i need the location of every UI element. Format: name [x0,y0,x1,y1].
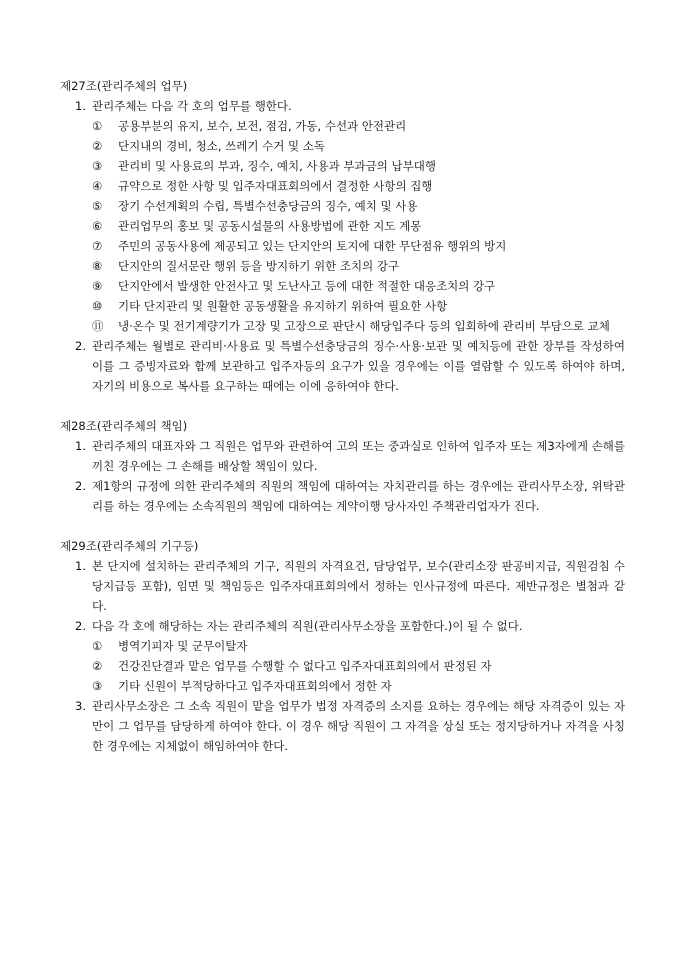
article-28 [60,416,625,516]
item-text: 관리비 및 사용료의 부과, 징수, 예치, 사용과 부과금의 납부대행 [118,159,436,173]
paragraph [60,476,625,516]
item-text: 장기 수선계획의 수립, 특별수선충당금의 징수, 예치 및 사용 [118,199,418,213]
article-title: 제29조(관리주체의 기구등) [60,539,199,553]
paragraph [60,436,625,476]
list-item [60,176,625,196]
paragraph [60,556,625,616]
list-item [60,296,625,316]
item-number: ⑨ [92,279,103,293]
list-item [60,196,625,216]
item-text: 병역기피자 및 군무이탈자 [118,639,248,653]
item-text: 단지내의 경비, 청소, 쓰레기 수거 및 소독 [118,139,325,153]
article-title: 제28조(관리주체의 책임) [60,419,188,433]
paragraph [60,696,625,756]
item-number: ④ [92,179,103,193]
list-item [60,276,625,296]
paragraph-text: 관리주체는 월별로 관리비·사용료 및 특별수선충당금의 징수·사용·보관 및 예치등에 관한 장부를 작성하여 이를 그 증빙자료와 함께 보관하고 입주자등의 요구가 있을 경우에는 이를 열람할 수 있도록 하여야 하며, 자기의 비용으로 복사를 요구하는 때에는 이에 응하여야 한다. [92,339,625,393]
list-item [60,316,625,336]
list-item [60,256,625,276]
item-text: 공용부분의 유지, 보수, 보전, 점검, 가동, 수선과 안전관리 [118,119,407,133]
list-item [60,236,625,256]
paragraph-number: 2. [75,479,86,493]
item-number: ⑧ [92,259,103,273]
item-number: ⑤ [92,199,103,213]
list-item [60,136,625,156]
item-number: ⑦ [92,239,103,253]
paragraph-text: 관리사무소장은 그 소속 직원이 맡을 업무가 법정 자격증의 소지를 요하는 경우에는 해당 자격증이 있는 자만이 그 업무를 담당하게 하여야 한다. 이 경우 해당 직원이 그 자격을 상실 또는 정지당하거나 자격을 사칭한 경우에는 지체없이 해임하여야 한다. [92,699,625,753]
paragraph-text: 본 단지에 설치하는 관리주체의 기구, 직원의 자격요건, 담당업무, 보수(관리소장 판공비지급, 직원검침 수당지급등 포함), 임면 및 책임등은 입주자대표회의에서 정하는 인사규정에 따른다. 제반규정은 별첨과 같다. [92,559,625,613]
list-item [60,156,625,176]
list-item [60,116,625,136]
paragraph-text: 제1항의 규정에 의한 관리주체의 직원의 책임에 대하여는 자치관리를 하는 경우에는 관리사무소장, 위탁관리를 하는 경우에는 소속직원의 책임에 대하여는 계약이행 당사자인 주책관리업자가 진다. [92,479,625,513]
item-number: ② [92,659,103,673]
paragraph-number: 2. [75,339,86,353]
list-item [60,636,625,656]
paragraph-number: 1. [75,559,86,573]
item-number: ③ [92,159,103,173]
article-29 [60,536,625,756]
list-item [60,656,625,676]
item-number: ⑪ [92,319,104,333]
paragraph [60,616,625,636]
item-text: 냉·온수 및 전기계량기가 고장 및 고장으로 판단시 해당입주다 등의 입회하에 관리비 부담으로 교체 [118,319,610,333]
paragraph [60,96,625,116]
item-text: 단지안의 질서문란 행위 등을 방지하기 위한 조치의 강구 [118,259,400,273]
item-text: 건강진단결과 맡은 업무를 수행할 수 없다고 입주자대표회의에서 판정된 자 [118,659,492,673]
item-number: ① [92,639,103,653]
paragraph-number: 3. [75,699,86,713]
paragraph-text: 관리주체는 다음 각 호의 업무를 행한다. [92,99,292,113]
item-text: 주민의 공동사용에 제공되고 있는 단지안의 토지에 대한 무단점유 행위의 방지 [118,239,507,253]
item-number: ⑩ [92,299,103,313]
paragraph-text: 다음 각 호에 해당하는 자는 관리주체의 직원(관리사무소장을 포함한다.)이 될 수 없다. [92,619,523,633]
item-text: 기타 신원이 부적당하다고 입주자대표회의에서 정한 자 [118,679,392,693]
item-text: 기타 단지관리 및 원활한 공동생활을 유지하기 위하여 필요한 사항 [118,299,448,313]
paragraph-number: 1. [75,99,86,113]
paragraph [60,336,625,396]
article-27 [60,76,625,396]
paragraph-number: 2. [75,619,86,633]
list-item [60,676,625,696]
list-item [60,216,625,236]
paragraph-text: 관리주체의 대표자와 그 직원은 업무와 관련하여 고의 또는 중과실로 인하여 입주자 또는 제3자에게 손해를 끼친 경우에는 그 손해를 배상할 책임이 있다. [92,439,625,473]
item-number: ⑥ [92,219,103,233]
item-number: ② [92,139,103,153]
item-number: ① [92,119,103,133]
paragraph-number: 1. [75,439,86,453]
article-title: 제27조(관리주체의 업무) [60,79,188,93]
item-text: 규약으로 정한 사항 및 입주자대표회의에서 결정한 사항의 집행 [118,179,433,193]
item-text: 단지안에서 발생한 안전사고 및 도난사고 등에 대한 적절한 대응조치의 강구 [118,279,496,293]
item-text: 관리업무의 홍보 및 공동시설물의 사용방법에 관한 지도 계몽 [118,219,422,233]
document-page [60,76,625,776]
item-number: ③ [92,679,103,693]
